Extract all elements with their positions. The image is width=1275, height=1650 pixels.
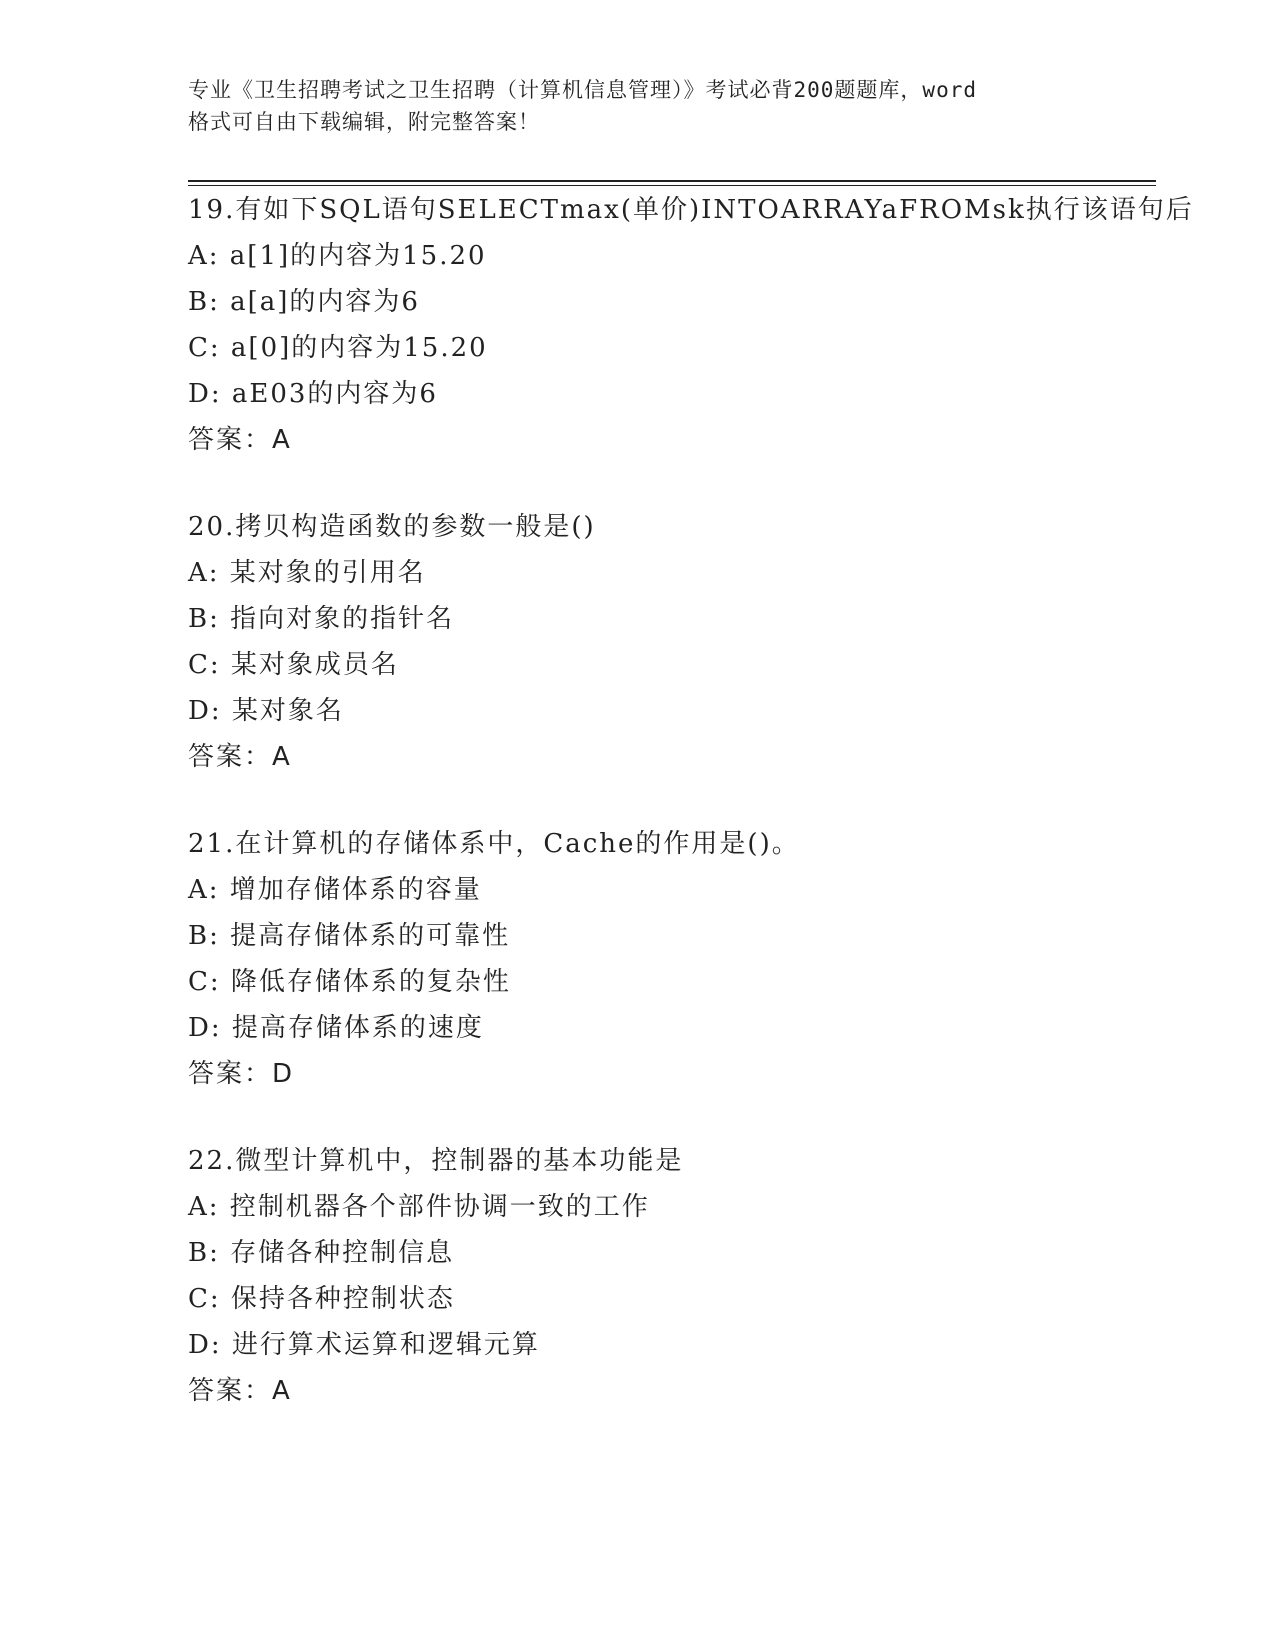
option-a: A: 增加存储体系的容量 (188, 875, 482, 905)
question-list (188, 187, 1194, 1455)
option-d: D: 提高存储体系的速度 (188, 1013, 484, 1043)
option-d: D: aE03的内容为6 (188, 379, 438, 409)
option-b: B: a[a]的内容为6 (188, 287, 420, 317)
question-22 (188, 1138, 1148, 1414)
question-19 (188, 187, 1194, 463)
option-d: D: 进行算术运算和逻辑元算 (188, 1330, 540, 1360)
answer: 答案：A (188, 1376, 292, 1406)
option-a: A: a[1]的内容为15.20 (188, 241, 487, 271)
document-header: 专业《卫生招聘考试之卫生招聘（计算机信息管理）》考试必背200题题库，word 格式可自由下载编辑，附完整答案！ (188, 78, 977, 134)
header-divider-thin (188, 185, 1156, 186)
question-stem: 22.微型计算机中，控制器的基本功能是 (188, 1146, 684, 1176)
option-c: C: a[0]的内容为15.20 (188, 333, 488, 363)
question-stem: 20.拷贝构造函数的参数一般是() (188, 512, 596, 542)
option-a: A: 控制机器各个部件协调一致的工作 (188, 1192, 650, 1222)
option-a: A: 某对象的引用名 (188, 558, 426, 588)
question-stem: 19.有如下SQL语句SELECTmax(单价)INTOARRAYaFROMsk执行该语句后 (188, 195, 1194, 225)
question-21 (188, 821, 1148, 1097)
header-divider-thick (188, 180, 1156, 182)
option-b: B: 指向对象的指针名 (188, 604, 455, 634)
option-c: C: 降低存储体系的复杂性 (188, 967, 511, 997)
answer: 答案：A (188, 742, 292, 772)
option-c: C: 某对象成员名 (188, 650, 399, 680)
question-stem: 21.在计算机的存储体系中，Cache的作用是()。 (188, 829, 800, 859)
option-b: B: 提高存储体系的可靠性 (188, 921, 511, 951)
question-20 (188, 504, 1148, 780)
option-d: D: 某对象名 (188, 696, 344, 726)
answer: 答案：D (188, 1059, 295, 1089)
option-c: C: 保持各种控制状态 (188, 1284, 455, 1314)
option-b: B: 存储各种控制信息 (188, 1238, 455, 1268)
answer: 答案：A (188, 425, 292, 455)
